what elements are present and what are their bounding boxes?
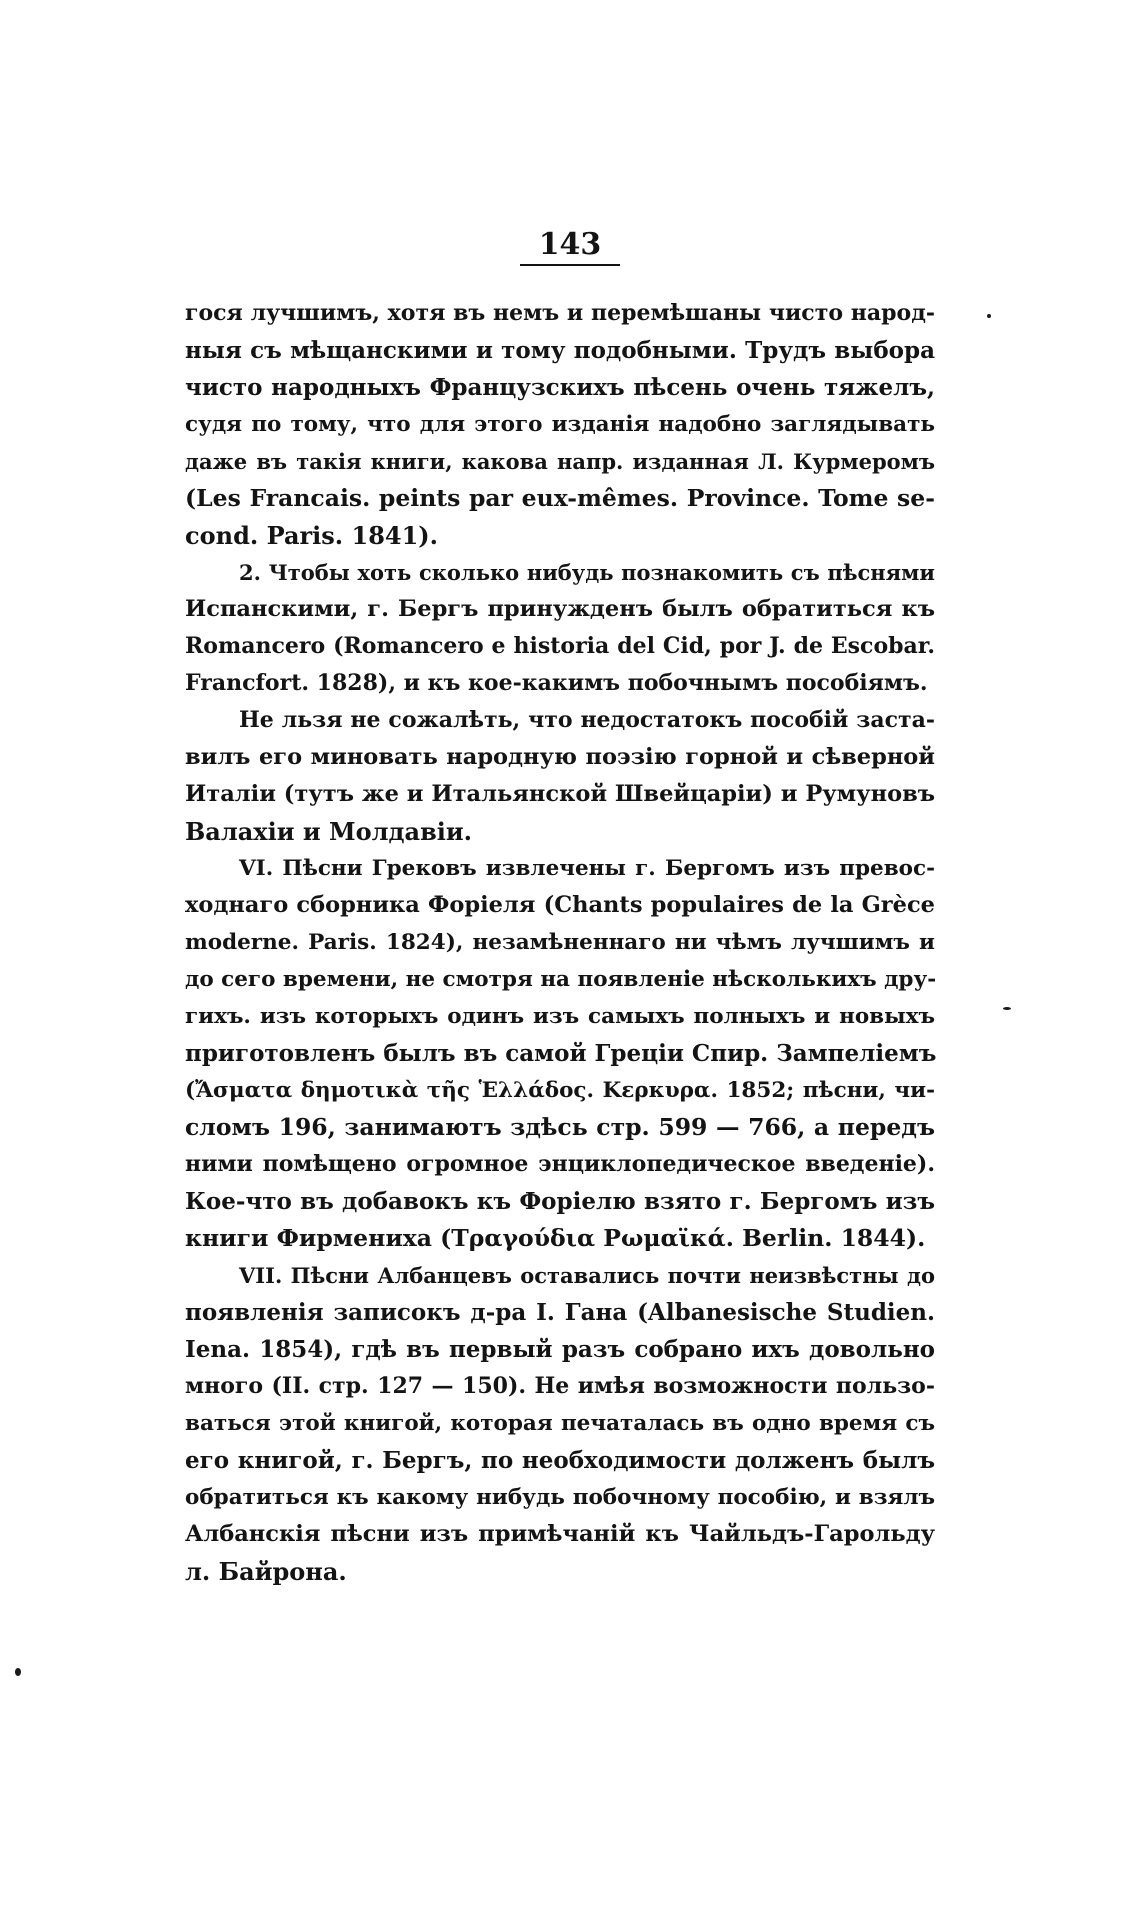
text-line: л. Байрона. — [185, 1557, 347, 1586]
text-line: гося лучшимъ, хотя въ немъ и перемѣшаны чисто народ- — [185, 300, 935, 326]
text-line: его книгой, г. Бергъ, по необходимости долженъ былъ — [185, 1447, 935, 1474]
text-line: ныя съ мѣщанскими и тому подобными. Трудъ выбора — [185, 337, 935, 364]
text-line: гихъ. изъ которыхъ одинъ изъ самыхъ полныхъ и новыхъ — [185, 1004, 935, 1029]
text-line: Испанскими, г. Бергъ принужденъ былъ обратиться къ — [185, 596, 935, 622]
text-line: Албанскія пѣсни изъ примѣчаній къ Чайльдъ-Гарольду — [185, 1521, 935, 1547]
text-line: (Les Francais. peints par eux-mêmes. Province. Tome se- — [185, 484, 935, 512]
text-line: Не льзя не сожалѣть, что недостатокъ пособій заста- — [239, 707, 935, 733]
text-line: даже въ такія книги, какова напр. изданная Л. Курмеромъ — [185, 449, 935, 474]
text-line: судя по тому, что для этого изданія надобно заглядывать — [185, 412, 935, 437]
body-text — [185, 295, 935, 1590]
text-line: много (II. стр. 127 — 150). Не имѣя возможности пользо- — [185, 1373, 935, 1399]
text-line: книги Фирмениха (Τραγούδια Ρωμαϊκά. Berlin. 1844). — [185, 1224, 926, 1252]
text-line: VI. Пѣсни Грековъ извлечены г. Бергомъ изъ превос- — [239, 856, 935, 881]
text-line: появленія записокъ д-ра І. Гана (Albanesische Studien. — [185, 1299, 935, 1326]
text-line: Romancero (Romancero e historia del Cid, por J. de Escobar. — [185, 633, 935, 659]
text-line: ходнаго сборника Форіеля (Chants populaires de la Grèce — [185, 892, 935, 918]
margin-speck — [15, 1668, 21, 1676]
text-line: обратиться къ какому нибудь побочному пособію, и взялъ — [185, 1485, 935, 1510]
margin-speck — [1003, 1007, 1011, 1010]
text-line: вилъ его миновать народную поэзію горной и сѣверной — [185, 744, 935, 770]
text-line: Iena. 1854), гдѣ въ первый разъ собрано ихъ довольно — [185, 1336, 935, 1363]
text-line: 2. Чтобы хоть сколько нибудь познакомить съ пѣснями — [239, 560, 935, 585]
margin-speck — [987, 314, 991, 318]
text-line: Кое-что въ добавокъ къ Форіелю взято г. Бергомъ изъ — [185, 1188, 935, 1215]
page-number: 143 — [520, 228, 620, 266]
text-line: cond. Paris. 1841). — [185, 521, 439, 550]
text-line: до сего времени, не смотря на появленіе нѣсколькихъ дру- — [185, 967, 937, 992]
text-line: VII. Пѣсни Албанцевъ оставались почти неизвѣстны до — [239, 1263, 935, 1288]
text-line: чисто народныхъ Французскихъ пѣсень очень тяжелъ, — [185, 374, 935, 401]
text-line: ними помѣщено огромное энциклопедическое введеніе). — [185, 1151, 935, 1177]
text-line: Италіи (тутъ же и Итальянской Швейцаріи) и Румуновъ — [185, 781, 935, 807]
text-line: moderne. Paris. 1824), незамѣненнаго ни чѣмъ лучшимъ и — [185, 930, 935, 955]
text-line: сломъ 196, занимаютъ здѣсь стр. 599 — 766, а передъ — [185, 1113, 935, 1141]
text-line: Валахіи и Молдавіи. — [185, 817, 473, 846]
text-line: Francfort. 1828), и къ кое-какимъ побочнымъ пособіямъ. — [185, 670, 928, 696]
text-line: ваться этой книгой, которая печаталась въ одно время съ — [185, 1411, 935, 1436]
text-line: (Ἄσματα δημοτικὰ τῆς Ἑλλάδος. Κερκυρα. 1852; пѣсни, чи- — [185, 1078, 935, 1103]
text-line: приготовленъ былъ въ самой Греціи Спир. Зампеліемъ — [185, 1040, 937, 1067]
